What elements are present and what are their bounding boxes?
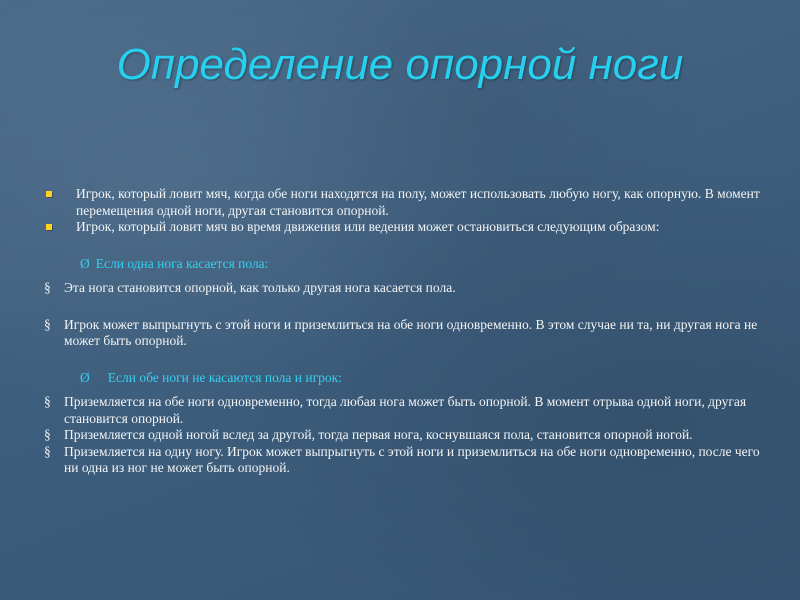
section-item (40, 427, 760, 444)
section-text: Приземляется одной ногой вслед за другой, тогда первая нога, коснувшаяся пола, становится опорной ногой. (64, 427, 693, 442)
square-bullet-icon (46, 191, 52, 197)
section-item (40, 394, 760, 427)
bullet-text: Игрок, который ловит мяч во время движения или ведения может остановиться следующим образом: (76, 219, 660, 234)
section-sign-icon: § (44, 427, 51, 442)
slide-title: Определение опорной ноги (116, 40, 684, 89)
section-item (40, 317, 760, 350)
arrow-icon: Ø (80, 255, 90, 271)
section-item (40, 280, 760, 297)
bullet-text: Игрок, который ловит мяч, когда обе ноги находятся на полу, может использовать любую ногу, как опорную. В момент перемещения одной ноги, другая становится опорной. (76, 186, 760, 218)
section-item (40, 444, 760, 477)
slide-content (40, 186, 760, 477)
case1-heading-text: Если одна нога касается пола: (95, 255, 269, 271)
square-bullet-icon (46, 224, 52, 230)
section-sign-icon: § (44, 443, 51, 459)
section-text: Эта нога становится опорной, как только другая нога касается пола. (64, 280, 456, 295)
section-text: Приземляется на одну ногу. Игрок может выпрыгнуть с этой ноги и приземлиться на обе ноги одновременно, после чего ни одна из ног не может быть опорной. (64, 443, 760, 475)
section-sign-icon: § (44, 316, 51, 332)
section-text: Приземляется на обе ноги одновременно, тогда любая нога может быть опорной. В момент отрыва одной ноги, другая становится опорной. (64, 394, 747, 426)
section-sign-icon: § (44, 280, 51, 295)
arrow-icon: Ø (80, 369, 90, 385)
case2-heading (40, 370, 760, 387)
section-sign-icon: § (44, 394, 51, 409)
case1-heading (40, 256, 760, 273)
section-text: Игрок может выпрыгнуть с этой ноги и приземлиться на обе ноги одновременно. В этом случае ни та, ни другая нога не может быть опорной. (64, 316, 758, 348)
bullet-item (40, 186, 760, 219)
case2-heading-text: Если обе ноги не касаются пола и игрок: (107, 369, 342, 385)
bullet-item (40, 219, 760, 236)
